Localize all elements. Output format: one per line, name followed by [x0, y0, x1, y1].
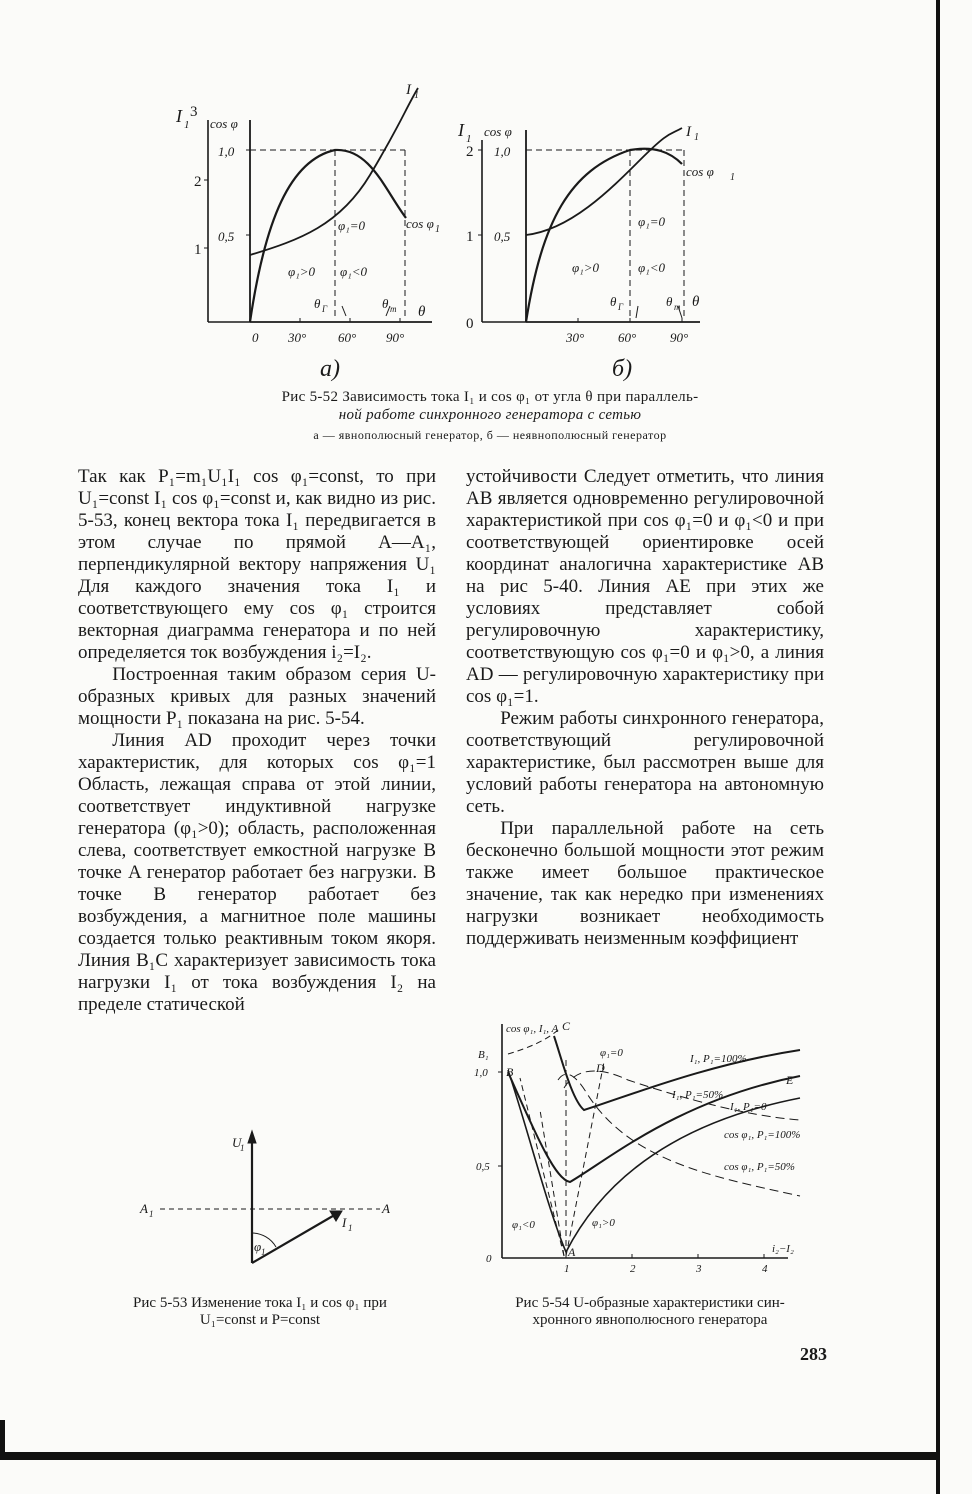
cos-axis-label: cos φ [484, 124, 512, 139]
y-tick-0: 0 [466, 316, 474, 332]
phi-eq-0: φ₁=0 [638, 214, 665, 229]
panel-b-label: б) [612, 356, 633, 382]
y-tick-b1: B₁ [478, 1049, 489, 1061]
theta-m-sub: m [674, 302, 681, 312]
fig-5-53-caption-line2: U₁=const и P=const [199, 1312, 321, 1328]
y-axis-label-sub: 1 [184, 119, 190, 131]
theta-m: θ [382, 296, 389, 311]
fig-5-53-caption-line1: Рис 5-53 Изменение тока I₁ и cos φ₁ при [133, 1295, 387, 1311]
fig-5-52-caption-line3: а — явнополюсный генератор, б — неявнополюсный генератор [313, 428, 667, 442]
a-label: A [382, 1201, 390, 1216]
y-tick-2: 2 [466, 144, 474, 160]
x-tick-3: 3 [696, 1263, 702, 1275]
paragraph: устойчивости Следует отметить, что линия AB является одновременно регулировочной характеристикой при cos φ₁=0 и φ₁<0 и при соответствующей ориентировке осей координат аналогична характеристике AB на рис 5-40. Линия AE при этих же условиях представляет собой регулировочную характеристику, соответствующую cos φ₁=0 и φ₁>0, а линия AD — регулировочную характеристику при cos φ₁=1. [466, 466, 824, 707]
curve-i1-sub: 1 [414, 90, 419, 101]
label-cos-p50: cos φ₁, P₁=50% [724, 1161, 795, 1173]
cos-tick-05: 0,5 [494, 229, 511, 244]
curve-i1-sub: 1 [694, 132, 699, 143]
x-tick-4: 4 [762, 1263, 768, 1275]
phi-sub: 1 [261, 1247, 266, 1257]
theta-g-sub: Г [618, 302, 624, 312]
theta-g: θ [314, 296, 321, 311]
paragraph: Построенная таким образом серия U-образных кривых для разных значений мощности P₁ показана на рис. 5-54. [78, 664, 436, 729]
y-axis-label-i1: I [176, 106, 182, 126]
x-tick-2: 2 [630, 1263, 636, 1275]
y-tick-1: 1 [466, 229, 474, 245]
x-tick-60: 60° [618, 330, 637, 345]
curve-cos-label: cos φ [686, 164, 714, 179]
paragraph: При параллельной работе на сеть бесконечно большой мощности этот режим также имеет большое практическое значение, так как нередко при изменениях нагрузки возникает необходимость поддерживать неизменным коэффициент [466, 818, 824, 949]
paragraph: Режим работы синхронного генератора, соответствующий регулировочной характеристике, был рассмотрен выше для условий работы генератора на автономную сеть. [466, 708, 824, 817]
panel-a [204, 88, 432, 322]
curve-i1-label: I [686, 124, 691, 140]
phi-gt-0: φ₁>0 [572, 260, 599, 275]
phi-label: φ [254, 1239, 262, 1254]
x-tick-0: 0 [252, 330, 259, 345]
panel-a-label: а) [320, 356, 340, 382]
i1-label: I [342, 1215, 347, 1230]
u1-arrowhead [248, 1131, 256, 1143]
curve-cos-sub: 1 [730, 172, 735, 183]
paragraph: Линия AD проходит через точки характеристик, для которых cos φ₁=1 Область, лежащая справа от этой линии, соответствует индуктивной нагрузке генератора (φ₁>0); область, расположенная слева, соответствует емкостной нагрузке В точке A генератор работает без нагрузки. В точке B генератор работает без возбуждения, а магнитное поле машины создается только реактивным током якоря. Линия B₁C характеризует зависимость тока нагрузки I₁ от тока возбуждения I₂ на пределе статической [78, 730, 436, 1015]
scan-border-left-bottom [0, 1420, 5, 1460]
a1-sub: 1 [149, 1209, 154, 1219]
x-tick-60: 60° [338, 330, 357, 345]
theta-m-sub: m [390, 304, 397, 314]
y-axis-label-sub: 1 [466, 133, 472, 145]
label-i1-p0: I₁, P₁=0 [730, 1101, 767, 1113]
fig-5-54-caption-line1: Рис 5-54 U-образные характеристики син- [515, 1295, 785, 1311]
theta-axis-label: θ [692, 294, 700, 310]
label-cos-p100: cos φ₁, P₁=100% [724, 1129, 801, 1141]
y-axis-label-i1: I [458, 120, 464, 140]
scan-border-bottom [0, 1452, 940, 1460]
fig-5-54-caption-line2: хронного явнополюсного генератора [532, 1312, 768, 1328]
right-column [466, 466, 824, 950]
u1-sub: 1 [240, 1143, 245, 1153]
panel-b-labels [457, 120, 735, 382]
label-phi-lt-0: φ₁<0 [512, 1219, 535, 1231]
y-tick-05: 0,5 [476, 1161, 490, 1173]
x-tick-30: 30° [566, 330, 585, 345]
label-phi-0: φ₁=0 [600, 1047, 623, 1059]
phi-lt-0: φ₁<0 [340, 264, 367, 279]
point-c: C [562, 1020, 571, 1033]
y-tick-3: 3 [190, 104, 198, 120]
y-tick-2: 2 [194, 174, 202, 190]
theta-m: θ [666, 294, 673, 309]
page-number: 283 [800, 1344, 827, 1364]
phi-eq-0: φ₁=0 [338, 218, 365, 233]
curve-cos-label: cos φ [406, 216, 434, 231]
x-tick-1: 1 [564, 1263, 570, 1275]
point-b: B [506, 1065, 514, 1079]
panel-a-labels [175, 82, 440, 382]
x-tick-30: 30° [288, 330, 307, 345]
x-tick-90: 90° [670, 330, 689, 345]
curve-i1-label: I [406, 82, 411, 98]
label-i1-p50: I₁, P₁=50% [672, 1089, 724, 1101]
axis-title: cos φ₁, I₁, A [506, 1023, 559, 1035]
x-axis-title: i₂−I₂ [772, 1243, 794, 1255]
cos-tick-1: 1,0 [494, 144, 511, 159]
i1-sub: 1 [348, 1223, 353, 1233]
cos-tick-1: 1,0 [218, 144, 235, 159]
fig-5-52-caption-line2: ной работе синхронного генератора с сетью [338, 407, 642, 423]
point-d: D [596, 1061, 605, 1075]
y-tick-0: 0 [486, 1253, 492, 1265]
point-a: A [568, 1245, 576, 1259]
theta-g: θ [610, 294, 617, 309]
y-tick-1: 1 [194, 242, 202, 258]
theta-g-sub: Г [322, 304, 328, 314]
figure-5-54 [468, 1020, 818, 1280]
figure-5-53 [130, 1125, 410, 1285]
point-e: E [786, 1073, 794, 1087]
cos-tick-05: 0,5 [218, 229, 235, 244]
phi-gt-0: φ₁>0 [288, 264, 315, 279]
phi-lt-0: φ₁<0 [638, 260, 665, 275]
a1-label: A [140, 1201, 148, 1216]
cos-axis-label: cos φ [210, 116, 238, 131]
x-tick-90: 90° [386, 330, 405, 345]
label-i1-p100: I₁, P₁=100% [690, 1053, 747, 1065]
label-phi-gt-0: φ₁>0 [592, 1217, 615, 1229]
figure-5-52 [170, 80, 770, 390]
u1-label: U [232, 1135, 242, 1150]
y-tick-10: 1,0 [474, 1067, 488, 1079]
fig-5-52-caption-line1: Рис 5-52 Зависимость тока I₁ и cos φ₁ от угла θ при параллель- [281, 389, 699, 405]
paragraph: Так как P₁=m₁U₁I₁ cos φ₁=const, то при U₁=const I₁ cos φ₁=const и, как видно из рис. 5-53, конец вектора тока I₁ передвигается в этом случае по прямой A—A₁, перпендикулярной вектору напряжения U₁ Для каждого значения тока I₁ и соответствующего ему cos φ₁ строится векторная диаграмма генератора и по ней определяется ток возбуждения i₂=I₂. [78, 466, 436, 663]
theta-axis-label: θ [418, 304, 426, 320]
scan-border-right [936, 0, 940, 1494]
left-column [78, 466, 436, 1016]
curve-cos-sub: 1 [435, 224, 440, 235]
panel-b [478, 128, 700, 322]
